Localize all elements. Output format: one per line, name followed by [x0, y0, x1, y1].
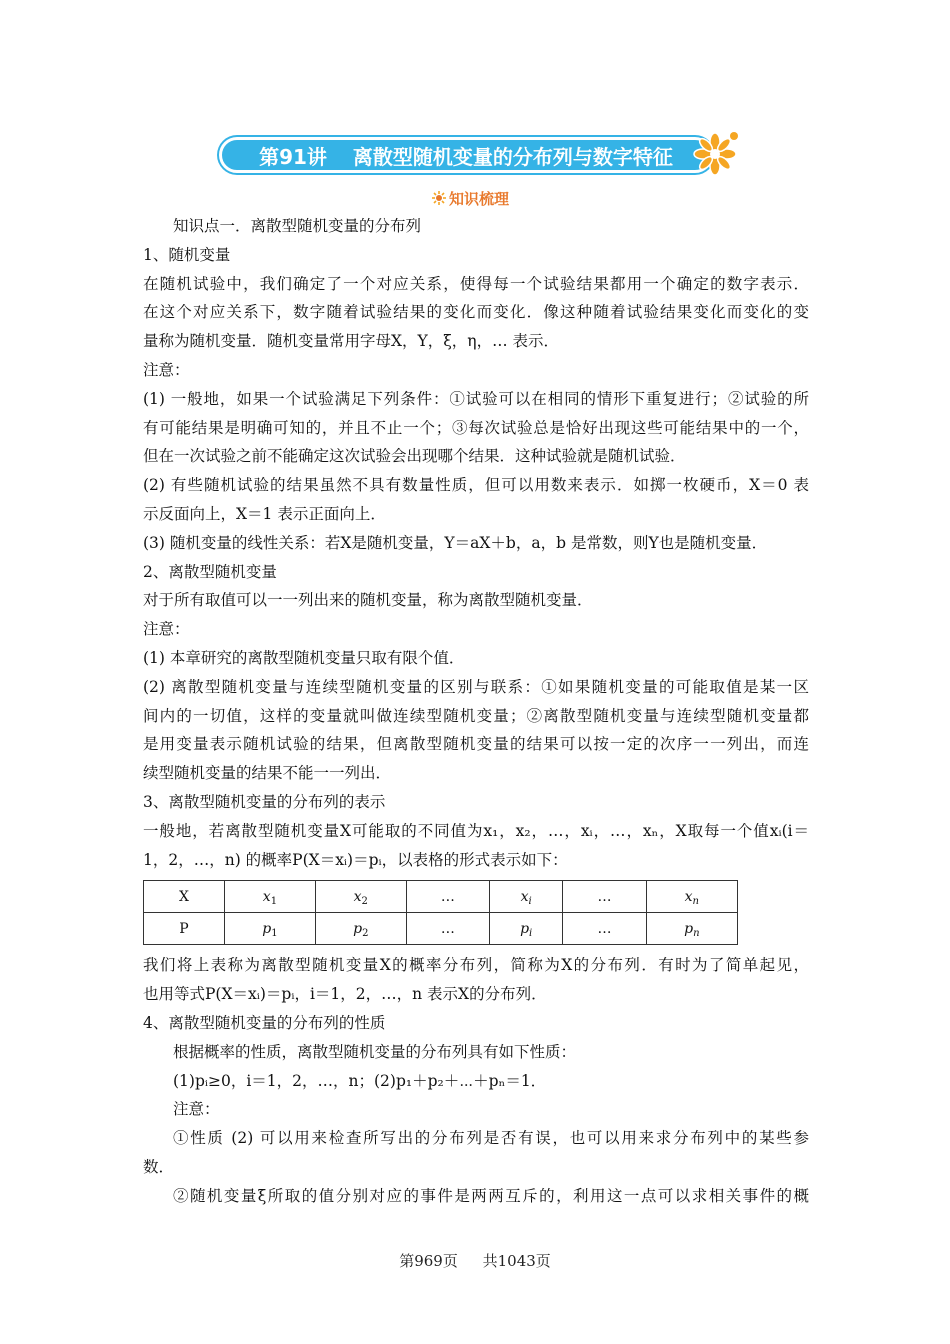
paragraph-line: 在这个对应关系下，数字随着试验结果的变化而变化．像这种随着试验结果变化而变化的变	[143, 303, 809, 322]
paragraph-line: 也用等式P(X＝xᵢ)＝pᵢ，i＝1，2，…，n 表示X的分布列．	[143, 985, 547, 1004]
paragraph-line: 示反面向上，X＝1 表示正面向上．	[143, 504, 386, 523]
paragraph-line: (3) 随机变量的线性关系：若X是随机变量，Y＝aX＋b，a，b 是常数，则Y也是随机变量．	[143, 533, 768, 552]
paragraph-line: (1) 一般地，如果一个试验满足下列条件：①试验可以在相同的情形下重复进行；②试验的所	[143, 389, 809, 408]
lecture-title: 离散型随机变量的分布列与数字特征	[352, 144, 673, 169]
table-cell: $x_2$	[315, 881, 406, 913]
paragraph-line: (1) 本章研究的离散型随机变量只取有限个值．	[143, 648, 465, 667]
total-pages: 共1043页	[482, 1252, 551, 1270]
paragraph-line: 对于所有取值可以一一列出来的随机变量，称为离散型随机变量．	[143, 591, 593, 610]
table-cell: P	[144, 913, 225, 945]
lecture-number: 第91讲	[259, 144, 327, 169]
subsection-heading-1: 1、随机变量	[143, 245, 231, 264]
document-body	[143, 212, 809, 1211]
paragraph-line: 间内的一切值，这样的变量就叫做连续型随机变量；②离散型随机变量与连续型随机变量都	[143, 706, 809, 725]
paragraph-line: 在随机试验中，我们确定了一个对应关系，使得每一个试验结果都用一个确定的数字表示．	[143, 274, 809, 293]
table-cell: …	[563, 913, 646, 945]
flower-icon	[690, 130, 740, 178]
knowledge-point-heading: 知识点一．离散型随机变量的分布列	[173, 217, 422, 235]
note-label: 注意：	[143, 620, 190, 639]
paragraph-line: 但在一次试验之前不能确定这次试验会出现哪个结果．这种试验就是随机试验．	[143, 447, 686, 466]
paragraph-line: (2) 离散型随机变量与连续型随机变量的区别与联系：①如果随机变量的可能取值是某一区	[143, 677, 809, 696]
page-footer	[0, 1250, 950, 1271]
table-row	[144, 913, 738, 945]
subsection-heading-4: 4、离散型随机变量的分布列的性质	[143, 1013, 386, 1032]
paragraph-line: (2) 有些随机试验的结果虽然不具有数量性质，但可以用数来表示．如掷一枚硬币，X＝0 表	[143, 476, 809, 495]
table-cell: $x_n$	[646, 881, 737, 913]
subsection-heading-3: 3、离散型随机变量的分布列的表示	[143, 792, 386, 811]
table-cell: $p_1$	[225, 913, 316, 945]
distribution-table	[143, 880, 738, 945]
table-cell: $p_n$	[646, 913, 737, 945]
paragraph-line: 一般地，若离散型随机变量X可能取的不同值为x₁，x₂，…，xᵢ，…，xₙ，X取每一个值xᵢ(i＝	[143, 821, 809, 840]
page-number: 第969页	[399, 1252, 458, 1270]
formula-line: (1)pᵢ≥0，i＝1，2，…，n；(2)p₁＋p₂＋⋯＋pₙ＝1．	[173, 1071, 547, 1090]
section-heading	[432, 187, 509, 209]
paragraph-line: 1，2，…，n) 的概率P(X＝xᵢ)＝pᵢ，以表格的形式表示如下：	[143, 850, 568, 869]
lecture-title-banner	[219, 137, 713, 173]
paragraph-line: ①性质 (2) 可以用来检查所写出的分布列是否有误，也可以用来求分布列中的某些参	[173, 1129, 809, 1148]
paragraph-line: ②随机变量ξ所取的值分别对应的事件是两两互斥的，利用这一点可以求相关事件的概	[173, 1186, 809, 1205]
paragraph-line: 量称为随机变量．随机变量常用字母X，Y，ξ，η，… 表示．	[143, 332, 560, 351]
paragraph-line: 续型随机变量的结果不能一一列出．	[143, 764, 392, 783]
section-title: 知识梳理	[449, 189, 510, 208]
sun-icon	[432, 191, 446, 205]
table-cell: $x_1$	[225, 881, 316, 913]
table-cell: $p_i$	[490, 913, 563, 945]
table-cell: $p_2$	[315, 913, 406, 945]
paragraph-line: 根据概率的性质，离散型随机变量的分布列具有如下性质：	[173, 1042, 577, 1061]
paragraph-line: 是用变量表示随机试验的结果，但离散型随机变量的结果可以按一定的次序一一列出，而连	[143, 735, 809, 754]
table-row	[144, 881, 738, 913]
note-label: 注意：	[173, 1100, 220, 1119]
table-cell: …	[406, 913, 489, 945]
table-cell: X	[144, 881, 225, 913]
paragraph-line: 数．	[143, 1157, 175, 1176]
table-cell: …	[563, 881, 646, 913]
paragraph-line: 我们将上表称为离散型随机变量X的概率分布列，简称为X的分布列．有时为了简单起见，	[143, 956, 809, 975]
paragraph-line: 有可能结果是明确可知的，并且不止一个；③每次试验总是恰好出现这些可能结果中的一个，	[143, 418, 809, 437]
table-cell: $x_i$	[490, 881, 563, 913]
note-label: 注意：	[143, 360, 190, 379]
table-cell: …	[406, 881, 489, 913]
subsection-heading-2: 2、离散型随机变量	[143, 562, 277, 581]
